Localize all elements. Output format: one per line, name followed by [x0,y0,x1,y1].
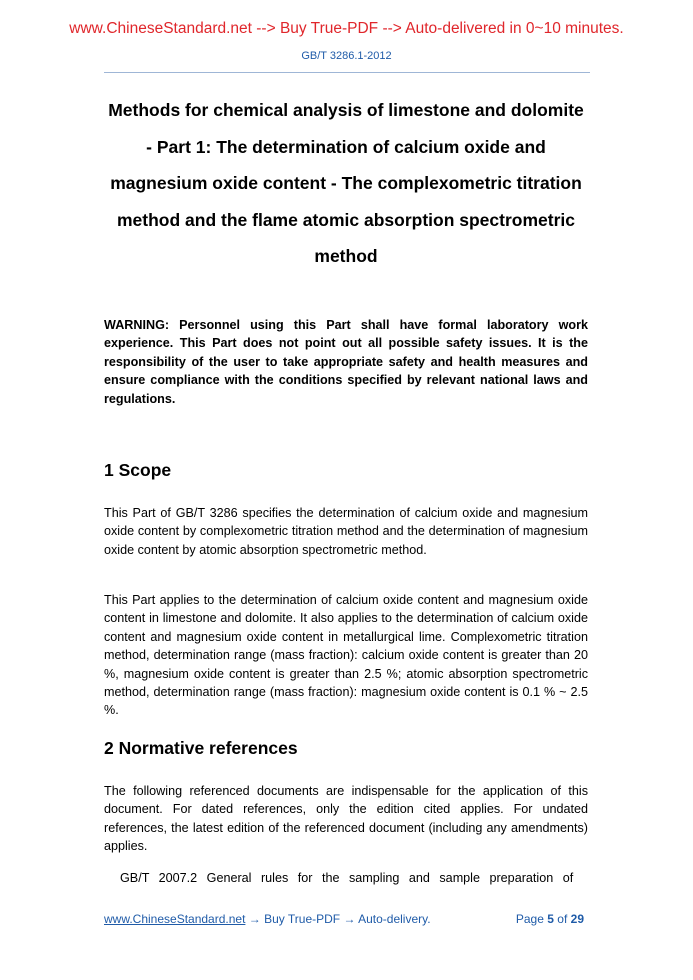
standard-code: GB/T 3286.1-2012 [301,50,392,62]
section-heading-normative-references: 2 Normative references [104,738,298,758]
page-title: Methods for chemical analysis of limestone and dolomite - Part 1: The determination of calcium oxide and magnesium oxide content - The complexometric titration method and the flame atomic absorption spectrometric method [108,100,584,266]
page-number [516,912,584,926]
footer-promo-text: → Buy True-PDF → Auto-delivery. [245,912,431,926]
normative-paragraph-1: The following referenced documents are indispensable for the application of this document. For dated references, only the edition cited applies. For undated references, the latest edition of the referenced document (including any amendments) applies. [104,784,588,854]
normative-reference-item: GB/T 2007.2 General rules for the sampling and sample preparation of [120,871,574,885]
page-of: of [557,912,568,926]
scope-paragraph-2: This Part applies to the determination of calcium oxide content and magnesium oxide content in limestone and dolomite. It also applies to the determination of calcium oxide content and magnesium oxide content in metallurgical lime. Complexometric titration method, determination range (mass fraction): calcium oxide content is greater than 20 %, magnesium oxide content is greater than 2.5 %; atomic absorption spectrometric method, determination range (mass fraction): magnesium oxide content is 0.1 % ~ 2.5 %. [104,593,588,718]
warning-paragraph: WARNING: Personnel using this Part shall have formal laboratory work experience. This Part does not point out all possible safety issues. It is the responsibility of the user to take appropriate safety and health measures and ensure compliance with the conditions specified by relevant national laws and regulations. [104,318,588,406]
header-divider [104,72,590,73]
scope-paragraph-1: This Part of GB/T 3286 specifies the determination of calcium oxide and magnesium oxide content by complexometric titration method and the determination of magnesium oxide content by atomic absorption spectrometric method. [104,506,588,557]
page-current: 5 [547,912,554,926]
page-total: 29 [570,912,584,926]
page-label: Page [515,912,544,926]
footer-left [104,912,431,926]
banner-link[interactable]: www.ChineseStandard.net --> Buy True-PDF --> Auto-delivered in 0~10 minutes. [69,20,624,37]
section-heading-scope: 1 Scope [104,460,172,480]
footer-site-link[interactable]: www.ChineseStandard.net [104,912,246,926]
